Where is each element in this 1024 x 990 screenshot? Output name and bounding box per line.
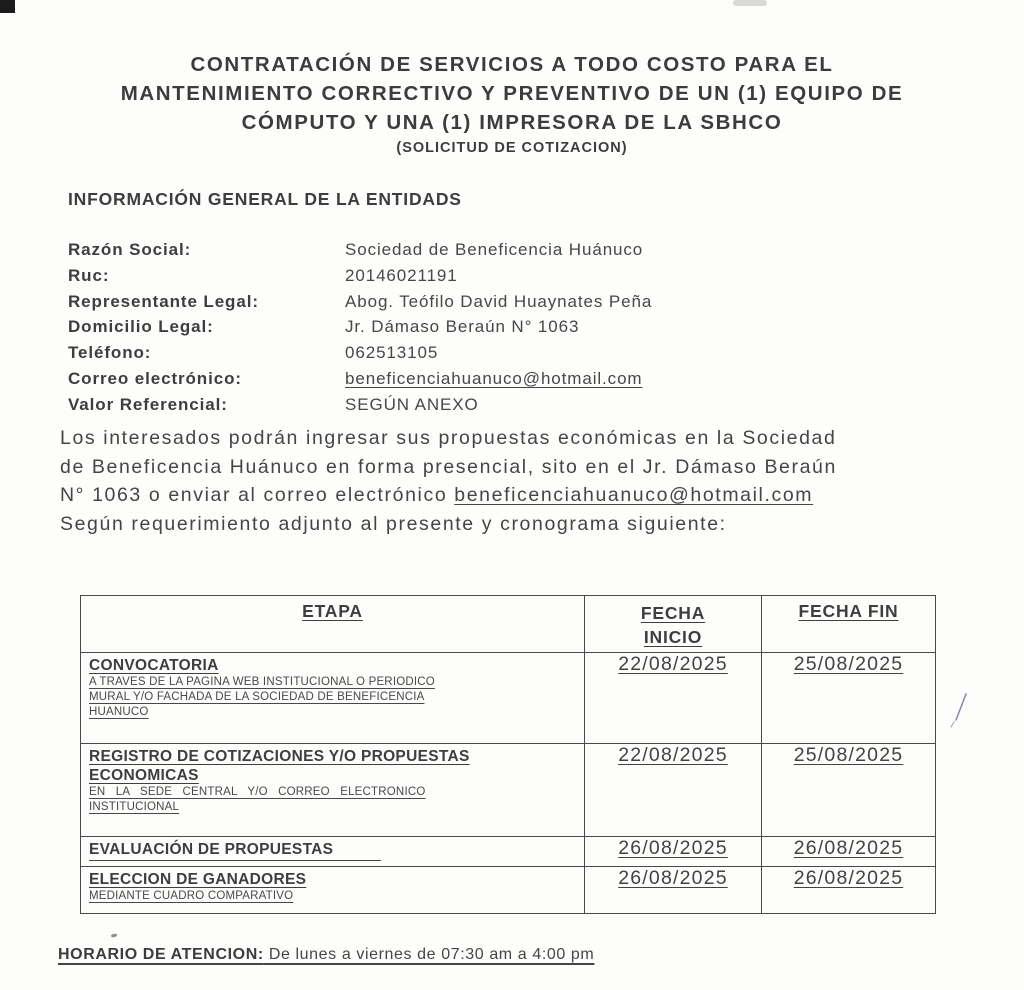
field-value: 20146021191 (345, 265, 458, 285)
fecha-inicio-cell: 22/08/2025 (585, 744, 762, 837)
etapa-cell (81, 867, 585, 914)
field-label: Correo electrónico: (68, 368, 242, 388)
scan-artifact-tick (111, 933, 117, 937)
field-label: Valor Referencial: (68, 394, 228, 414)
paragraph-line-prefix: N° 1063 o enviar al correo electrónico (60, 484, 455, 506)
etapa-subtext: EN LA SEDE CENTRAL Y/O CORREO ELECTRONICO (89, 786, 426, 798)
table-row-eleccion-ganadores (81, 867, 936, 914)
etapa-cell (81, 653, 585, 744)
title-line-1: CONTRATACIÓN DE SERVICIOS A TODO COSTO PARA EL (190, 53, 834, 76)
field-row-ruc (68, 266, 988, 292)
field-label: Teléfono: (68, 343, 152, 363)
intro-paragraph (60, 424, 1010, 538)
cronograma-table (80, 595, 936, 914)
field-value: Jr. Dámaso Beraún N° 1063 (345, 317, 580, 337)
field-label: Representante Legal: (68, 291, 259, 311)
entity-info-fields (68, 240, 988, 421)
etapa-title: CONVOCATORIA (89, 657, 219, 674)
etapa-title: ECONOMICAS (89, 767, 199, 784)
field-label: Domicilio Legal: (68, 317, 214, 337)
table-row-evaluacion-propuestas (81, 837, 936, 867)
column-header-fecha-fin: FECHA FIN (762, 596, 936, 653)
etapa-cell (81, 744, 585, 837)
email-text: beneficenciahuanuco@hotmail.com (454, 484, 814, 506)
table-row-registro-cotizaciones (81, 744, 936, 837)
field-row-razon-social (68, 240, 988, 266)
fecha-fin-cell: 26/08/2025 (762, 867, 936, 914)
table-row-convocatoria (81, 653, 936, 744)
etapa-title: ELECCION DE GANADORES (89, 871, 307, 888)
field-row-domicilio-legal (68, 317, 988, 343)
field-value: Abog. Teófilo David Huaynates Peña (345, 291, 653, 311)
table-header-row (81, 596, 936, 653)
column-header-etapa: ETAPA (81, 596, 585, 653)
paragraph-line (60, 481, 1010, 510)
etapa-subtext: MEDIANTE CUADRO COMPARATIVO (89, 890, 294, 902)
field-label: Razón Social: (68, 240, 192, 259)
etapa-subtext: MURAL Y/O FACHADA DE LA SOCIEDAD DE BENEFICENCIA (89, 691, 425, 703)
field-row-representante-legal (68, 292, 988, 318)
column-header-fecha-inicio: FECHA INICIO (585, 596, 762, 653)
title-line-2: MANTENIMIENTO CORRECTIVO Y PREVENTIVO DE UN (1) EQUIPO DE (120, 82, 904, 105)
fecha-inicio-cell: 26/08/2025 (585, 837, 762, 867)
field-row-telefono (68, 343, 988, 369)
horario-text: De lunes a viernes de 07:30 am a 4:00 pm (263, 946, 595, 963)
etapa-cell (81, 837, 585, 867)
scan-artifact-smudge (733, 0, 767, 6)
pen-mark-slash (943, 688, 975, 732)
fecha-fin-cell: 26/08/2025 (762, 837, 936, 867)
field-label: Ruc: (68, 265, 110, 285)
field-value: SEGÚN ANEXO (345, 394, 479, 414)
etapa-subtext: A TRAVES DE LA PAGINA WEB INSTITUCIONAL O PERIODICO (89, 676, 435, 688)
etapa-subtext: HUANUCO (89, 706, 149, 718)
scan-artifact-corner (0, 0, 15, 13)
field-value: Sociedad de Beneficencia Huánuco (345, 240, 644, 259)
paragraph-line: de Beneficencia Huánuco en forma presencial, sito en el Jr. Dámaso Beraún (60, 455, 837, 478)
horario-de-atencion-line (58, 946, 594, 964)
etapa-title: REGISTRO DE COTIZACIONES Y/O PROPUESTAS (89, 748, 470, 765)
etapa-subtext: INSTITUCIONAL (89, 801, 180, 813)
document-subtitle: (SOLICITUD DE COTIZACION) (396, 140, 628, 156)
etapa-title: EVALUACIÓN DE PROPUESTAS (89, 840, 381, 861)
paragraph-line: Los interesados podrán ingresar sus propuestas económicas en la Sociedad (60, 427, 837, 449)
field-row-correo-electronico (68, 369, 988, 395)
fecha-inicio-cell: 26/08/2025 (585, 867, 762, 914)
field-row-valor-referencial (68, 395, 988, 421)
fecha-fin-cell: 25/08/2025 (762, 653, 936, 744)
email-text: beneficenciahuanuco@hotmail.com (345, 368, 643, 388)
fecha-inicio-cell: 22/08/2025 (585, 653, 762, 744)
horario-label: HORARIO DE ATENCION: (58, 946, 264, 963)
field-value: 062513105 (345, 343, 439, 363)
document-title (0, 50, 1024, 159)
paragraph-line: Según requerimiento adjunto al presente y cronograma siguiente: (60, 512, 727, 535)
title-line-3: CÓMPUTO Y UNA (1) IMPRESORA DE LA SBHCO (241, 111, 783, 134)
fecha-fin-cell: 25/08/2025 (762, 744, 936, 837)
section-header-informacion-general: INFORMACIÓN GENERAL DE LA ENTIDADS (68, 189, 462, 209)
